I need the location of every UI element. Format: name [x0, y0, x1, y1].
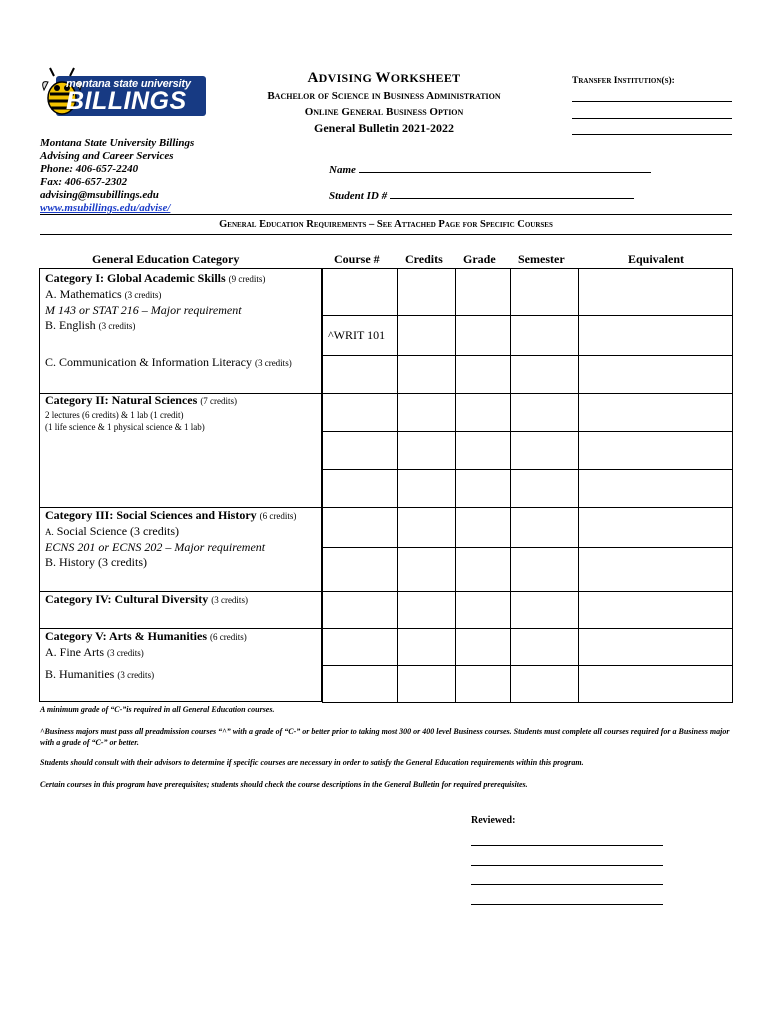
note-minimum-grade: A minimum grade of “C-”is required in all General Education courses.: [40, 705, 275, 714]
student-id-field[interactable]: [329, 189, 634, 202]
transfer-institution-line-2[interactable]: [572, 118, 732, 119]
grid-cell-credits-row-8[interactable]: [397, 547, 456, 592]
cat1-a: A. Mathematics: [45, 287, 122, 301]
cat2-line1: 2 lectures (6 credits) & 1 lab (1 credit): [45, 410, 184, 420]
grid-cell-course-row-11[interactable]: [322, 665, 398, 703]
note-business-preadmission: ^Business majors must pass all preadmission courses “^” with a grade of “C-” or better prior to taking most 300 or 400 level Business courses. Students must complete all courses required for a Business major with a grade of “C-” or better.: [40, 727, 730, 747]
grid-cell-semester-row-4[interactable]: [510, 393, 579, 432]
grid-cell-grade-row-9[interactable]: [455, 591, 511, 629]
grid-cell-semester-row-3[interactable]: [510, 355, 579, 394]
name-input-line[interactable]: [359, 163, 651, 173]
grid-cell-semester-row-7[interactable]: [510, 507, 579, 548]
cat1-a-requirement: M 143 or STAT 216 – Major requirement: [45, 303, 242, 317]
cat1-credits: (9 credits): [228, 274, 266, 284]
grid-cell-equivalent-row-4[interactable]: [578, 393, 733, 432]
cat5-a: A. Fine Arts: [45, 645, 105, 659]
transfer-institution-label: Transfer Institution(s):: [572, 76, 675, 86]
grid-cell-semester-row-2[interactable]: [510, 315, 579, 356]
contact-email: advising@msubillings.edu: [40, 189, 159, 201]
header-category: General Education Category: [92, 252, 240, 266]
grid-cell-course-row-9[interactable]: [322, 591, 398, 629]
grid-cell-credits-row-3[interactable]: [397, 355, 456, 394]
header-course: Course #: [334, 252, 380, 266]
grid-cell-course-row-1[interactable]: [322, 268, 398, 316]
grid-cell-semester-row-5[interactable]: [510, 431, 579, 470]
reviewed-line-4[interactable]: [471, 904, 663, 905]
grid-cell-equivalent-row-10[interactable]: [578, 628, 733, 666]
grid-cell-semester-row-6[interactable]: [510, 469, 579, 508]
grid-cell-grade-row-4[interactable]: [455, 393, 511, 432]
cat2-title: Category II: Natural Sciences: [45, 393, 198, 407]
cat3-a-letter: A.: [45, 527, 54, 537]
page-title: ADVISING WORKSHEET: [307, 70, 461, 86]
grid-cell-course-row-6[interactable]: [322, 469, 398, 508]
divider-top: [40, 214, 732, 215]
category-1: [45, 271, 265, 334]
grid-cell-grade-row-11[interactable]: [455, 665, 511, 703]
cat5-b: B. Humanities: [45, 667, 115, 681]
name-field[interactable]: [329, 163, 651, 176]
cat1-a-credits: (3 credits): [124, 290, 162, 300]
grid-cell-credits-row-1[interactable]: [397, 268, 456, 316]
note-prerequisites: Certain courses in this program have prerequisites; students should check the course descriptions in the General Bulletin for required prerequisites.: [40, 780, 528, 789]
grid-cell-equivalent-row-3[interactable]: [578, 355, 733, 394]
cat1-b-credits: (3 credits): [98, 321, 136, 331]
writ-101-course: ^WRIT 101: [328, 328, 386, 342]
grid-cell-grade-row-2[interactable]: [455, 315, 511, 356]
grid-cell-equivalent-row-7[interactable]: [578, 507, 733, 548]
grid-cell-equivalent-row-2[interactable]: [578, 315, 733, 356]
grid-cell-equivalent-row-6[interactable]: [578, 469, 733, 508]
cat3-a: Social Science (3 credits): [56, 524, 180, 538]
category-1c: [45, 355, 292, 371]
cat5-b-credits: (3 credits): [117, 670, 155, 680]
grid-cell-course-row-4[interactable]: [322, 393, 398, 432]
grid-cell-credits-row-2[interactable]: [397, 315, 456, 356]
reviewed-line-1[interactable]: [471, 845, 663, 846]
student-id-input-line[interactable]: [390, 189, 634, 199]
header-credits: Credits: [405, 252, 443, 266]
contact-phone: Phone: 406-657-2240: [40, 163, 139, 175]
contact-department: Advising and Career Services: [40, 150, 174, 162]
degree-line: Bachelor of Science in Business Administration: [267, 90, 501, 102]
category-5: [45, 629, 247, 661]
grid-cell-grade-row-7[interactable]: [455, 507, 511, 548]
reviewed-line-3[interactable]: [471, 884, 663, 885]
grid-cell-equivalent-row-8[interactable]: [578, 547, 733, 592]
cat3-credits: (6 credits): [259, 511, 297, 521]
msub-logo: [40, 66, 206, 120]
cat3-a-requirement: ECNS 201 or ECNS 202 – Major requirement: [45, 540, 266, 554]
grid-cell-equivalent-row-11[interactable]: [578, 665, 733, 703]
grid-cell-course-row-10[interactable]: [322, 628, 398, 666]
contact-university: Montana State University Billings: [40, 137, 195, 149]
name-label: Name: [329, 164, 356, 176]
grid-cell-grade-row-1[interactable]: [455, 268, 511, 316]
option-line: Online General Business Option: [304, 106, 464, 118]
cat1-c: C. Communication & Information Literacy: [45, 355, 252, 369]
grid-cell-credits-row-10[interactable]: [397, 628, 456, 666]
cat4-credits: (3 credits): [211, 595, 248, 605]
header-semester: Semester: [518, 252, 565, 266]
category-2: [45, 393, 237, 433]
gen-ed-heading: General Education Requirements – See Attached Page for Specific Courses: [219, 219, 553, 230]
logo-main-text: BILLINGS: [66, 87, 187, 115]
cat5-credits: (6 credits): [210, 632, 247, 642]
cat5-a-credits: (3 credits): [107, 648, 144, 658]
grid-cell-credits-row-6[interactable]: [397, 469, 456, 508]
grid-cell-grade-row-8[interactable]: [455, 547, 511, 592]
contact-url-link[interactable]: www.msubillings.edu/advise/: [40, 202, 171, 214]
reviewed-line-2[interactable]: [471, 865, 663, 866]
category-5b: [45, 667, 154, 683]
student-id-label: Student ID #: [329, 190, 388, 202]
reviewed-label: Reviewed:: [471, 815, 516, 826]
grid-cell-grade-row-6[interactable]: [455, 469, 511, 508]
grid-cell-equivalent-row-9[interactable]: [578, 591, 733, 629]
cat2-line2: (1 life science & 1 physical science & 1 lab): [45, 422, 205, 432]
grid-cell-credits-row-4[interactable]: [397, 393, 456, 432]
grid-cell-semester-row-1[interactable]: [510, 268, 579, 316]
grid-cell-course-row-5[interactable]: [322, 431, 398, 470]
grid-cell-credits-row-7[interactable]: [397, 507, 456, 548]
cat1-title: Category I: Global Academic Skills: [45, 271, 226, 285]
transfer-institution-line-1[interactable]: [572, 101, 732, 102]
cat1-c-credits: (3 credits): [254, 358, 292, 368]
cat3-title: Category III: Social Sciences and History: [45, 508, 257, 522]
cat5-title: Category V: Arts & Humanities: [45, 629, 207, 643]
grid-cell-semester-row-10[interactable]: [510, 628, 579, 666]
grid-cell-course-row-3[interactable]: [322, 355, 398, 394]
header-equivalent: Equivalent: [628, 252, 685, 266]
grid-cell-grade-row-3[interactable]: [455, 355, 511, 394]
grid-cell-equivalent-row-5[interactable]: [578, 431, 733, 470]
grid-cell-equivalent-row-1[interactable]: [578, 268, 733, 316]
category-4: [45, 592, 248, 608]
grid-cell-semester-row-11[interactable]: [510, 665, 579, 703]
grid-cell-credits-row-11[interactable]: [397, 665, 456, 703]
cat3-b: B. History (3 credits): [45, 555, 147, 569]
cat1-b: B. English: [45, 318, 96, 332]
grid-cell-semester-row-8[interactable]: [510, 547, 579, 592]
grid-cell-grade-row-5[interactable]: [455, 431, 511, 470]
logo-top-text: montana state university: [66, 78, 191, 90]
contact-fax: Fax: 406-657-2302: [40, 176, 128, 188]
contact-block: [40, 137, 194, 215]
cat4-title: Category IV: Cultural Diversity: [45, 592, 209, 606]
transfer-institution-line-3[interactable]: [572, 134, 732, 135]
category-3: [45, 508, 296, 570]
grid-cell-course-row-8[interactable]: [322, 547, 398, 592]
grid-cell-credits-row-9[interactable]: [397, 591, 456, 629]
grid-cell-grade-row-10[interactable]: [455, 628, 511, 666]
grid-cell-course-row-7[interactable]: [322, 507, 398, 548]
grid-cell-credits-row-5[interactable]: [397, 431, 456, 470]
divider-bottom: [40, 234, 732, 235]
header-grade: Grade: [463, 252, 496, 266]
cat2-credits: (7 credits): [200, 396, 238, 406]
note-consult-advisor: Students should consult with their advisors to determine if specific courses are necessary in order to satisfy the General Education requirements within this program.: [40, 758, 584, 767]
bulletin-line: General Bulletin 2021-2022: [314, 121, 454, 135]
grid-cell-semester-row-9[interactable]: [510, 591, 579, 629]
